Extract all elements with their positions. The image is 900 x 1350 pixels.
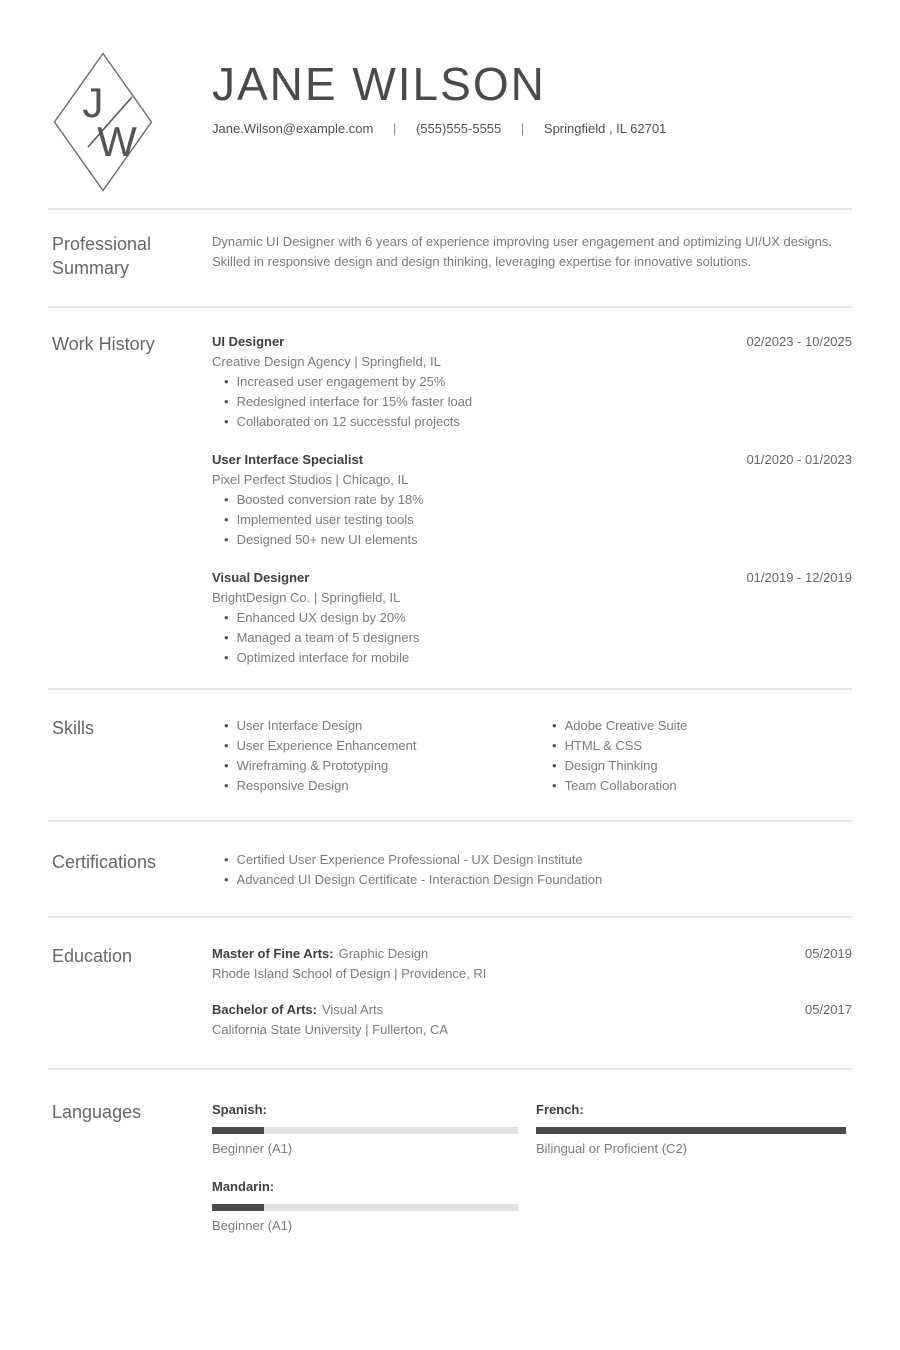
job-bullet-text: Redesigned interface for 15% faster load [236, 394, 473, 409]
bullet-icon [552, 756, 557, 776]
skill-text: Team Collaboration [564, 778, 677, 793]
monogram-letter-bottom: W [97, 118, 137, 165]
certification-text: Certified User Experience Professional - UX Design Institute [236, 852, 583, 867]
contact-separator: | [392, 120, 397, 136]
certification-text: Advanced UI Design Certificate - Interaction Design Foundation [236, 872, 603, 887]
section-label-summary: Professional Summary [52, 234, 152, 278]
certification-item [212, 870, 852, 890]
job-entry [212, 568, 852, 668]
person-name: JANE WILSON [212, 58, 546, 110]
job-company: Creative Design Agency | Springfield, IL [212, 354, 441, 369]
skill-text: Design Thinking [564, 758, 658, 773]
bullet-icon [224, 776, 229, 796]
degree-head [212, 1000, 852, 1020]
skill-item [212, 716, 540, 736]
skill-item [212, 776, 540, 796]
bullet-icon [552, 776, 557, 796]
skills-column-1 [212, 716, 540, 796]
certification-item [212, 850, 852, 870]
job-company: Pixel Perfect Studios | Chicago, IL [212, 472, 409, 487]
skill-text: Responsive Design [236, 778, 349, 793]
section-label-work-history: Work History [52, 334, 155, 354]
language-proficiency-fill [212, 1127, 264, 1134]
section-languages [48, 1068, 852, 1236]
section-label-education: Education [52, 946, 133, 966]
bullet-icon [224, 372, 229, 392]
language-proficiency-bar [536, 1127, 846, 1134]
certifications-content [212, 850, 852, 890]
contact-phone: (555)555-5555 [415, 120, 502, 136]
job-bullet [212, 530, 852, 550]
contact-line [212, 121, 848, 136]
bullet-icon [552, 736, 557, 756]
bullet-icon [224, 736, 229, 756]
header-text [212, 52, 848, 136]
job-title: UI Designer [212, 334, 285, 349]
job-dates: 01/2019 - 12/2019 [746, 570, 852, 585]
languages-grid [212, 1100, 852, 1236]
job-bullet-text: Designed 50+ new UI elements [236, 532, 418, 547]
section-education [48, 916, 852, 1068]
skill-item [540, 736, 852, 756]
section-professional-summary [48, 208, 852, 306]
language-proficiency-bar [212, 1204, 518, 1211]
summary-text: Dynamic UI Designer with 6 years of experience improving user engagement and optimizing UI/UX designs. Skilled in responsive design and design thinking, leveraging expertise for innovative solutions. [212, 234, 832, 269]
degree-school: California State University | Fullerton, CA [212, 1022, 449, 1037]
job-head [212, 450, 852, 470]
monogram-letter-top: J [82, 79, 104, 126]
job-entry [212, 450, 852, 550]
skill-item [540, 716, 852, 736]
job-bullet-text: Enhanced UX design by 20% [236, 610, 406, 625]
bullet-icon [224, 870, 229, 890]
skills-content [212, 716, 852, 796]
job-bullet-text: Boosted conversion rate by 18% [236, 492, 424, 507]
job-dates: 01/2020 - 01/2023 [746, 452, 852, 467]
degree-entry [212, 1000, 852, 1040]
degree-name: Master of Fine Arts: [212, 946, 334, 961]
section-work-history [48, 306, 852, 688]
bullet-icon [224, 608, 229, 628]
summary-content [212, 232, 852, 280]
language-proficiency-fill [536, 1127, 846, 1134]
skill-item [540, 776, 852, 796]
job-bullet-text: Optimized interface for mobile [236, 650, 410, 665]
bullet-icon [224, 628, 229, 648]
job-bullet [212, 412, 852, 432]
education-content [212, 944, 852, 1040]
bullet-icon [224, 850, 229, 870]
language-level: Beginner (A1) [212, 1218, 293, 1233]
bullet-icon [224, 412, 229, 432]
degree-title [212, 944, 428, 964]
language-entry [536, 1100, 846, 1159]
language-entry [212, 1100, 518, 1159]
work-history-content [212, 332, 852, 668]
section-label-skills: Skills [52, 718, 95, 738]
language-name: French: [536, 1102, 584, 1117]
job-bullet [212, 392, 852, 412]
job-bullet-text: Increased user engagement by 25% [236, 374, 446, 389]
monogram-logo [53, 52, 153, 192]
diamond-monogram-icon [53, 52, 153, 192]
job-head [212, 332, 852, 352]
bullet-icon [224, 756, 229, 776]
job-bullet-text: Collaborated on 12 successful projects [236, 414, 460, 429]
job-bullet [212, 490, 852, 510]
bullet-icon [224, 648, 229, 668]
job-company: BrightDesign Co. | Springfield, IL [212, 590, 401, 605]
skill-text: Adobe Creative Suite [564, 718, 688, 733]
section-certifications [48, 820, 852, 916]
skill-text: Wireframing & Prototyping [236, 758, 389, 773]
bullet-icon [552, 716, 557, 736]
degree-head [212, 944, 852, 964]
degree-field: Graphic Design [338, 946, 429, 961]
language-level: Beginner (A1) [212, 1141, 293, 1156]
degree-date: 05/2017 [805, 1002, 852, 1017]
degree-field: Visual Arts [321, 1002, 384, 1017]
resume-header [0, 0, 900, 208]
skill-item [540, 756, 852, 776]
job-bullet-text: Managed a team of 5 designers [236, 630, 420, 645]
skills-column-2 [540, 716, 852, 796]
contact-email: Jane.Wilson@example.com [212, 120, 374, 136]
bullet-icon [224, 392, 229, 412]
bullet-icon [224, 490, 229, 510]
section-label-languages: Languages [52, 1102, 142, 1122]
job-title: Visual Designer [212, 570, 310, 585]
contact-separator: | [520, 120, 525, 136]
language-name: Spanish: [212, 1102, 267, 1117]
degree-name: Bachelor of Arts: [212, 1002, 317, 1017]
job-dates: 02/2023 - 10/2025 [746, 334, 852, 349]
section-label-certifications: Certifications [52, 852, 157, 872]
skill-text: User Interface Design [236, 718, 363, 733]
language-proficiency-bar [212, 1127, 518, 1134]
job-bullet [212, 628, 852, 648]
bullet-icon [224, 716, 229, 736]
job-title: User Interface Specialist [212, 452, 364, 467]
language-proficiency-fill [212, 1204, 264, 1211]
job-bullet [212, 372, 852, 392]
contact-location: Springfield , IL 62701 [543, 120, 667, 136]
job-entry [212, 332, 852, 432]
language-name: Mandarin: [212, 1179, 275, 1194]
section-skills [48, 688, 852, 820]
bullet-icon [224, 530, 229, 550]
skill-item [212, 756, 540, 776]
job-bullet-text: Implemented user testing tools [236, 512, 414, 527]
skill-text: User Experience Enhancement [236, 738, 417, 753]
bullet-icon [224, 510, 229, 530]
job-bullet [212, 648, 852, 668]
job-bullet [212, 510, 852, 530]
skill-text: HTML & CSS [564, 738, 643, 753]
job-head [212, 568, 852, 588]
languages-content [212, 1100, 852, 1236]
degree-school: Rhode Island School of Design | Providence, RI [212, 966, 487, 981]
degree-entry [212, 944, 852, 984]
skills-grid [212, 716, 852, 796]
degree-title [212, 1000, 383, 1020]
language-level: Bilingual or Proficient (C2) [536, 1141, 688, 1156]
job-bullet [212, 608, 852, 628]
language-entry [212, 1177, 518, 1236]
skill-item [212, 736, 540, 756]
degree-date: 05/2019 [805, 946, 852, 961]
